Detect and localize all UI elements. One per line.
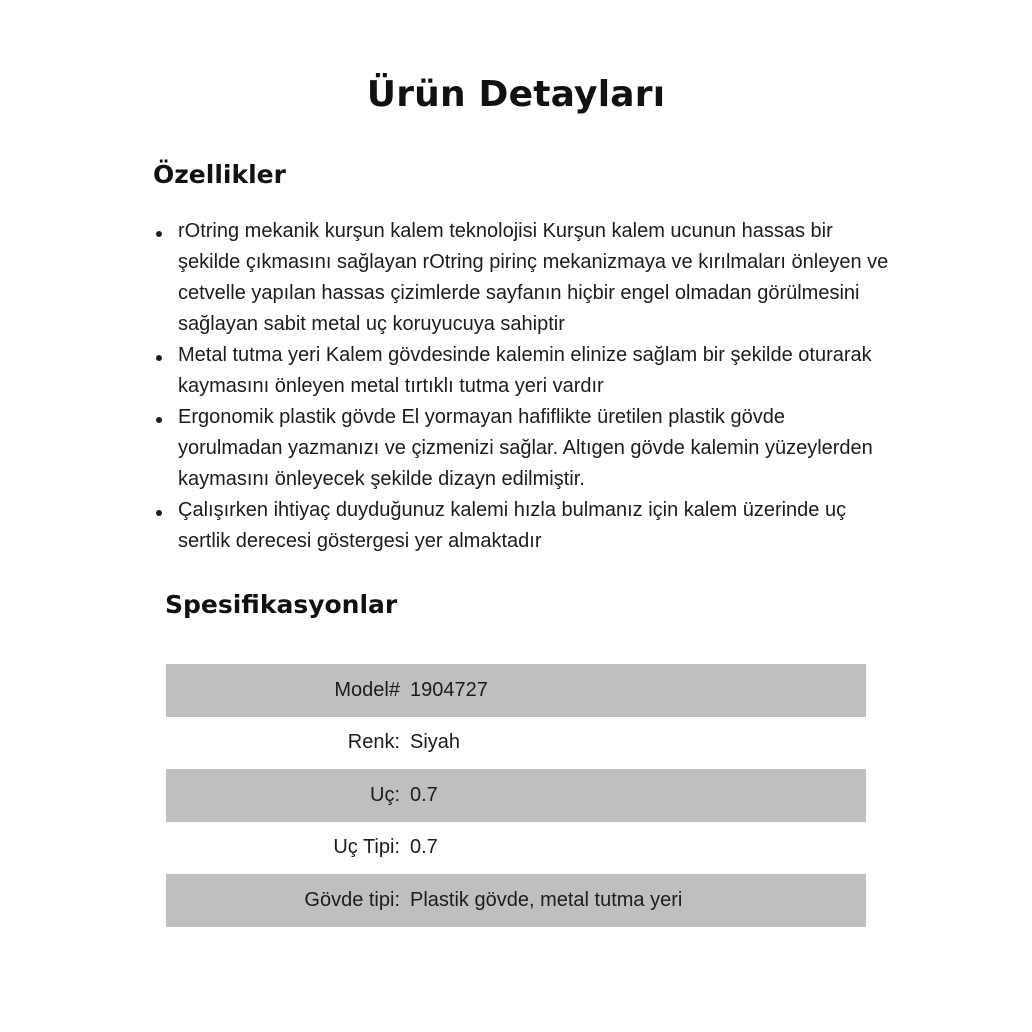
feature-item: Ergonomik plastik gövde El yormayan hafiflikte üretilen plastik gövde yorulmadan yazmanızı ve çizmenizi sağlar. Altıgen gövde kalemin yüzeylerden kaymasını önleyecek şekilde dizayn edilmiştir.	[153, 402, 893, 495]
spec-value: 0.7	[410, 783, 438, 806]
feature-item: rOtring mekanik kurşun kalem teknolojisi Kurşun kalem ucunun hassas bir şekilde çıkmasını sağlayan rOtring pirinç mekanizmaya ve kırılmaları önleyen ve cetvelle yapılan hassas çizimlerde sayfanın hiçbir engel olmadan görülmesini sağlayan sabit metal uç koruyucuya sahiptir	[153, 216, 893, 340]
spec-value: 1904727	[410, 678, 488, 701]
spec-row-tip	[166, 769, 866, 822]
spec-label: Gövde tipi:	[304, 888, 400, 911]
features-list	[153, 216, 893, 557]
spec-row-color	[166, 717, 866, 770]
specifications-heading: Spesifikasyonlar	[165, 590, 398, 619]
feature-item: Metal tutma yeri Kalem gövdesinde kalemin elinize sağlam bir şekilde oturarak kaymasını önleyen metal tırtıklı tutma yeri vardır	[153, 340, 893, 402]
spec-value: Plastik gövde, metal tutma yeri	[410, 888, 683, 911]
spec-row-body-type	[166, 874, 866, 927]
spec-row-tip-type	[166, 822, 866, 875]
spec-label: Uç:	[370, 783, 400, 806]
page-title: Ürün Detayları	[366, 74, 666, 115]
feature-item: Çalışırken ihtiyaç duyduğunuz kalemi hızla bulmanız için kalem üzerinde uç sertlik derecesi göstergesi yer almaktadır	[153, 495, 893, 557]
spec-label: Model#	[334, 678, 400, 701]
specifications-table	[166, 664, 866, 927]
spec-value: Siyah	[410, 731, 461, 754]
spec-label: Renk:	[347, 731, 400, 754]
spec-value: 0.7	[410, 836, 438, 859]
spec-label: Uç Tipi:	[333, 836, 400, 859]
features-heading: Özellikler	[153, 160, 286, 189]
spec-row-model	[166, 664, 866, 717]
